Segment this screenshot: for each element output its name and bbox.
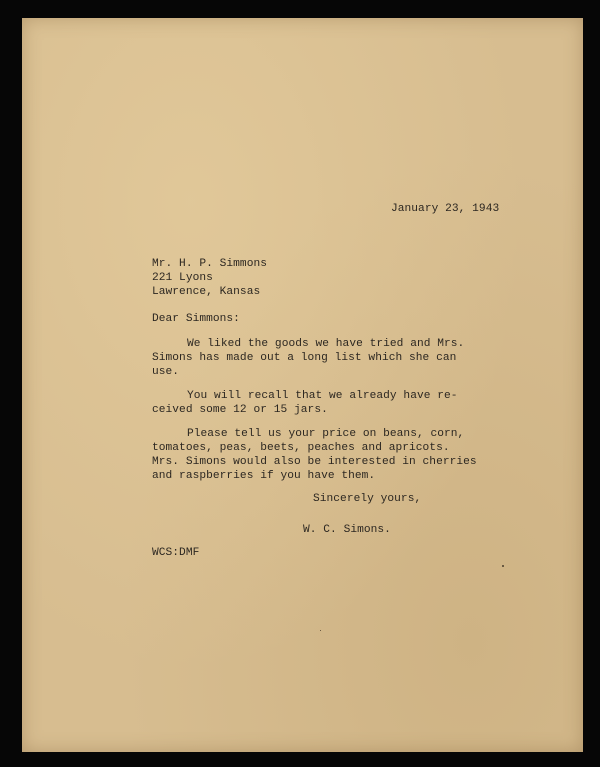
recipient-name: Mr. H. P. Simmons	[152, 258, 267, 270]
paragraph-3-line-1: Please tell us your price on beans, corn,	[187, 428, 465, 440]
paragraph-2-line-1: You will recall that we already have re-	[187, 390, 458, 402]
salutation: Dear Simmons:	[152, 313, 240, 325]
paragraph-3-line-4: and raspberries if you have them.	[152, 470, 376, 482]
signature: W. C. Simons.	[303, 524, 391, 536]
paper-speck	[502, 565, 504, 567]
paper-speck	[320, 630, 321, 631]
closing: Sincerely yours,	[313, 493, 422, 505]
paragraph-1-line-2: Simons has made out a long list which she can	[152, 352, 457, 364]
reference-initials: WCS:DMF	[152, 547, 200, 559]
paragraph-1-line-1: We liked the goods we have tried and Mrs.	[187, 338, 465, 350]
paragraph-3-line-3: Mrs. Simons would also be interested in cherries	[152, 456, 477, 468]
paragraph-1-line-3: use.	[152, 366, 180, 378]
letter-date: January 23, 1943	[391, 203, 500, 215]
recipient-city: Lawrence, Kansas	[152, 286, 261, 298]
paragraph-2-line-2: ceived some 12 or 15 jars.	[152, 404, 328, 416]
paragraph-3-line-2: tomatoes, peas, beets, peaches and apricots.	[152, 442, 450, 454]
letter-page	[22, 18, 583, 752]
recipient-street: 221 Lyons	[152, 272, 213, 284]
